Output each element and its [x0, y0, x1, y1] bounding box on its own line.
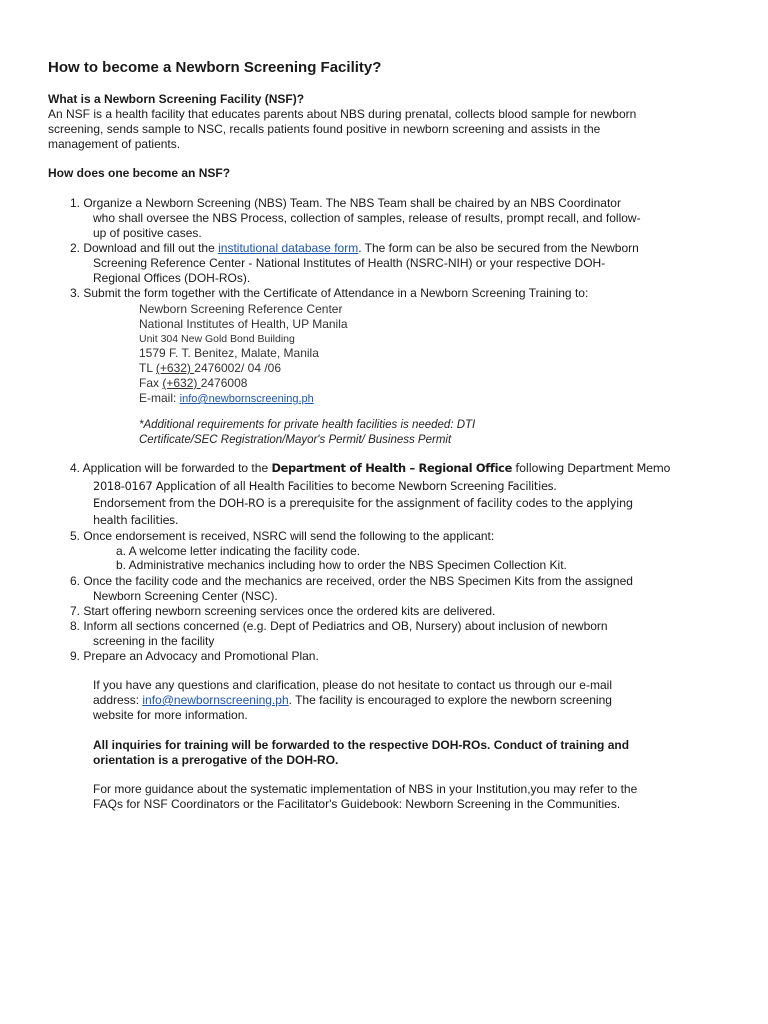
step-5b-line: b. Administrative mechanics including how to order the NBS Specimen Collection Kit. — [116, 558, 567, 572]
telephone-area-code: (+632) — [155, 361, 195, 375]
contact-line — [93, 693, 612, 708]
fax-line — [139, 376, 247, 391]
step-4-suffix: following Department Memo — [512, 461, 671, 475]
how-heading: How does one become an NSF? — [48, 166, 231, 180]
fax-number: 2476008 — [200, 376, 248, 390]
step-5a-line: a. A welcome letter indicating the facility code. — [116, 544, 361, 558]
telephone-number: 2476002/ 04 /06 — [194, 361, 282, 375]
step-8-line: 8. Inform all sections concerned (e.g. Dept of Pediatrics and OB, Nursery) about inclusion of newborn — [70, 619, 608, 633]
telephone-line — [139, 361, 281, 376]
step-4-line: Endorsement from the DOH-RO is a prerequisite for the assignment of facility codes to the applying — [93, 496, 633, 510]
step-1-line: who shall oversee the NBS Process, collection of samples, release of results, prompt recall, and follow- — [93, 211, 641, 225]
address-line: Unit 304 New Gold Bond Building — [139, 333, 295, 345]
what-heading: What is a Newborn Screening Facility (NSF)? — [48, 92, 305, 106]
requirements-note: Certificate/SEC Registration/Mayor's Permit/ Business Permit — [139, 434, 452, 446]
step-6-line: 6. Once the facility code and the mechanics are received, order the NBS Specimen Kits from the assigned — [70, 574, 633, 588]
step-6-line: Newborn Screening Center (NSC). — [93, 589, 278, 603]
step-4-line: health facilities. — [93, 513, 179, 527]
address-line: 1579 F. T. Benitez, Malate, Manila — [139, 346, 319, 360]
fax-area-code: (+632) — [162, 376, 201, 390]
guidance-line: For more guidance about the systematic implementation of NBS in your Institution,you may refer to the — [93, 782, 638, 796]
step-7-line: 7. Start offering newborn screening services once the ordered kits are delivered. — [70, 604, 496, 618]
contact-suffix: . The facility is encouraged to explore the newborn screening — [288, 693, 612, 707]
email-label: E-mail: — [139, 391, 180, 405]
step-4-prefix: 4. Application will be forwarded to the — [70, 461, 272, 475]
step-5-line: 5. Once endorsement is received, NSRC will send the following to the applicant: — [70, 529, 495, 543]
step-2-suffix: . The form can be also be secured from the Newborn — [358, 241, 639, 255]
what-body-line: An NSF is a health facility that educates parents about NBS during prenatal, collects blood sample for newborn — [48, 107, 637, 121]
inquiries-notice: All inquiries for training will be forwarded to the respective DOH-ROs. Conduct of training and — [93, 738, 630, 752]
page-title: How to become a Newborn Screening Facility? — [48, 59, 382, 76]
what-body-line: screening, sends sample to NSC, recalls patients found positive in newborn screening and assists in the — [48, 122, 601, 136]
address-email-link[interactable]: info@newbornscreening.ph — [179, 393, 314, 405]
inquiries-notice: orientation is a prerogative of the DOH-RO. — [93, 753, 339, 767]
email-line — [139, 391, 314, 407]
address-line: National Institutes of Health, UP Manila — [139, 317, 348, 331]
step-4-line: 2018-0167 Application of all Health Facilities to become Newborn Screening Facilities. — [93, 479, 557, 493]
step-4-line — [70, 461, 670, 476]
step-8-line: screening in the facility — [93, 634, 215, 648]
contact-email-link[interactable]: info@newbornscreening.ph — [142, 693, 289, 707]
step-1-line: up of positive cases. — [93, 226, 202, 240]
step-9-line: 9. Prepare an Advocacy and Promotional Plan. — [70, 649, 319, 663]
step-3-line: 3. Submit the form together with the Certificate of Attendance in a Newborn Screening Training to: — [70, 286, 589, 300]
telephone-label: TL — [139, 361, 156, 375]
requirements-note: *Additional requirements for private health facilities is needed: DTI — [139, 419, 476, 431]
contact-line: If you have any questions and clarification, please do not hesitate to contact us through our e-mail — [93, 678, 612, 692]
institutional-database-form-link[interactable]: institutional database form — [218, 241, 359, 255]
guidance-line: FAQs for NSF Coordinators or the Facilitator's Guidebook: Newborn Screening in the Communities. — [93, 797, 621, 811]
contact-line: website for more information. — [93, 708, 248, 722]
address-line: Newborn Screening Reference Center — [139, 302, 343, 316]
what-body-line: management of patients. — [48, 137, 181, 151]
step-2-line: Screening Reference Center - National Institutes of Health (NSRC-NIH) or your respective DOH- — [93, 256, 606, 270]
fax-label: Fax — [139, 376, 163, 390]
step-4-bold: Department of Health – Regional Office — [271, 461, 513, 475]
step-2-line: Regional Offices (DOH-ROs). — [93, 271, 251, 285]
step-2-line — [70, 241, 639, 256]
step-1-line: 1. Organize a Newborn Screening (NBS) Team. The NBS Team shall be chaired by an NBS Coordinator — [70, 196, 621, 210]
contact-prefix: address: — [93, 693, 143, 707]
step-2-prefix: 2. Download and fill out the — [70, 241, 219, 255]
